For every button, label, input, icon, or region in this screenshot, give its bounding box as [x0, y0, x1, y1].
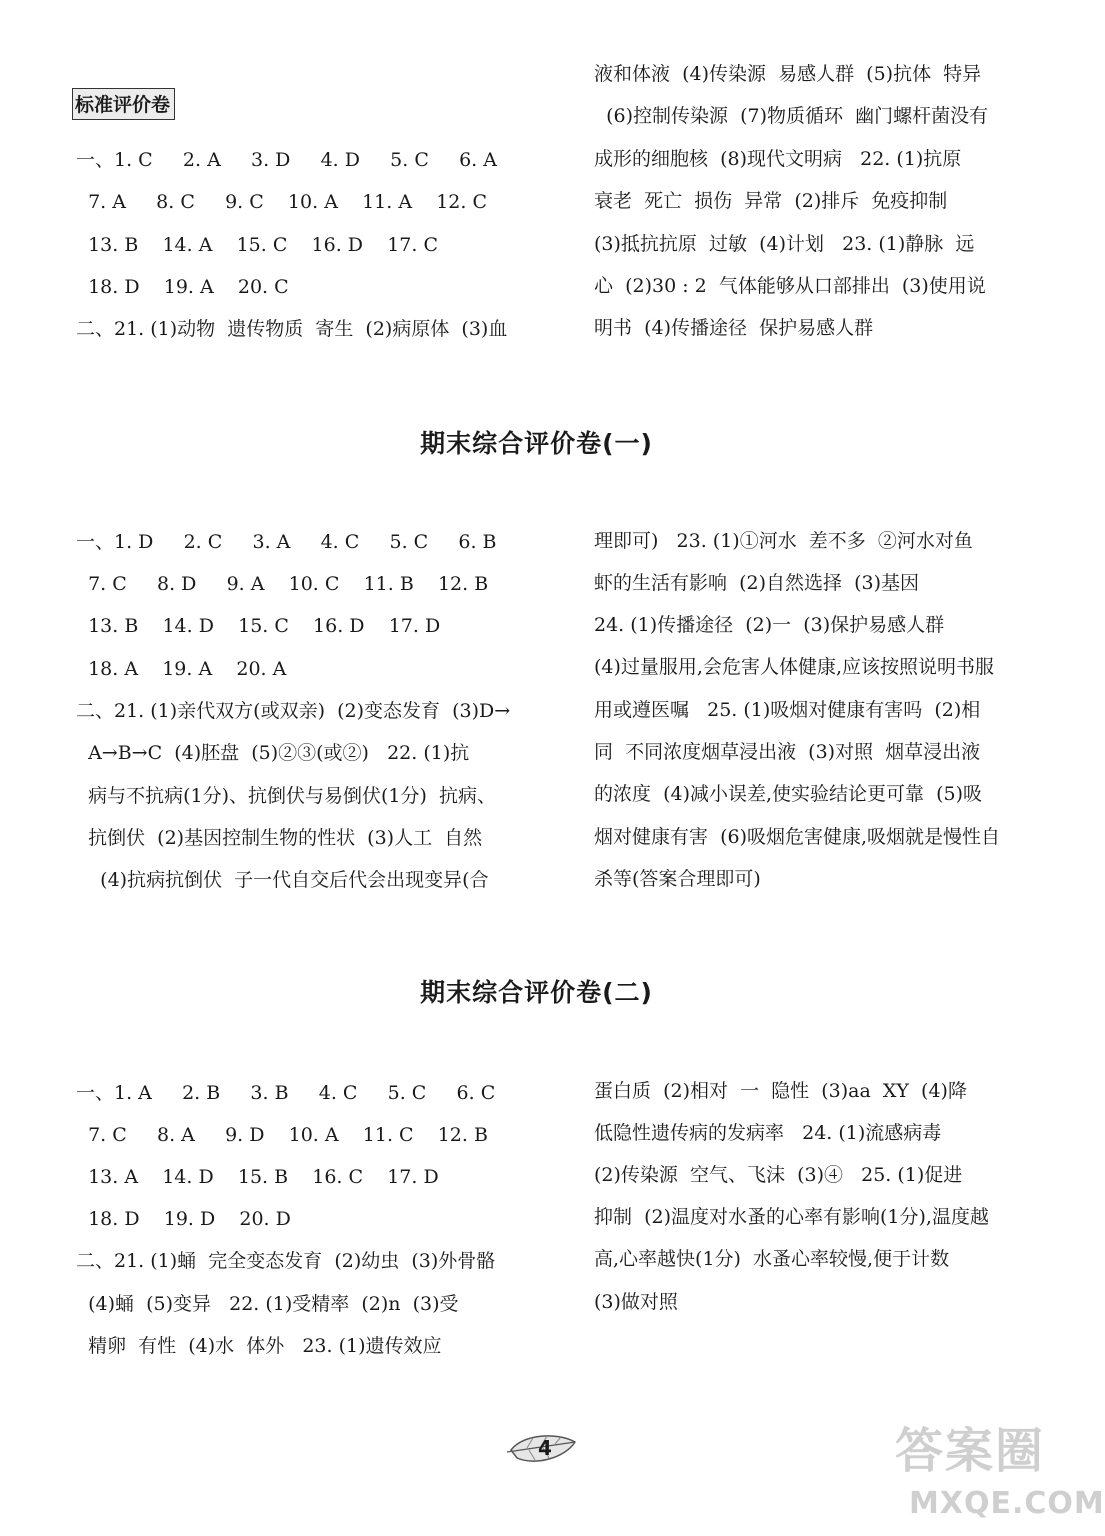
answer-line: 蛋白质 (2)相对 一 隐性 (3)aa XY (4)降 — [594, 1080, 967, 1102]
answer-line: 18. D 19. A 20. C — [76, 276, 289, 298]
watermark-logo-text: 答案圈 — [895, 1423, 1046, 1479]
watermark — [895, 1412, 1105, 1532]
answer-line: 抑制 (2)温度对水蚤的心率有影响(1分),温度越 — [594, 1206, 989, 1228]
answer-line: 明书 (4)传播途径 保护易感人群 — [594, 317, 874, 339]
answer-line: (4)过量服用,会危害人体健康,应该按照说明书服 — [594, 656, 994, 678]
answer-line: A→B→C (4)胚盘 (5)②③(或②) 22. (1)抗 — [76, 742, 470, 764]
answer-line: 13. B 14. D 15. C 16. D 17. D — [76, 615, 441, 637]
answer-line: (3)抵抗抗原 过敏 (4)计划 23. (1)静脉 远 — [594, 233, 975, 255]
answer-line: 13. A 14. D 15. B 16. C 17. D — [76, 1166, 439, 1188]
watermark-url: MXQE.COM — [909, 1486, 1105, 1521]
answer-line: 一、1. A 2. B 3. B 4. C 5. C 6. C — [76, 1082, 496, 1104]
answer-line: 衰老 死亡 损伤 异常 (2)排斥 免疫抑制 — [594, 190, 948, 212]
answer-line: 7. C 8. D 9. A 10. C 11. B 12. B — [76, 573, 489, 595]
answer-line: 二、21. (1)蛹 完全变态发育 (2)幼虫 (3)外骨骼 — [76, 1250, 496, 1272]
answer-line: 一、1. C 2. A 3. D 4. D 5. C 6. A — [76, 149, 497, 171]
answer-line: 抗倒伏 (2)基因控制生物的性状 (3)人工 自然 — [76, 827, 483, 849]
answer-line: 二、21. (1)动物 遗传物质 寄生 (2)病原体 (3)血 — [76, 318, 508, 340]
answer-line: 精卵 有性 (4)水 体外 23. (1)遗传效应 — [76, 1335, 442, 1357]
answer-line: 低隐性遗传病的发病率 24. (1)流感病毒 — [594, 1122, 942, 1144]
section2-title: 期末综合评价卷(二) — [420, 978, 653, 1007]
answer-line: 7. C 8. A 9. D 10. A 11. C 12. B — [76, 1124, 488, 1146]
answer-line: 液和体液 (4)传染源 易感人群 (5)抗体 特异 — [594, 63, 982, 85]
answer-line: (2)传染源 空气、飞沫 (3)④ 25. (1)促进 — [594, 1164, 963, 1186]
answer-line: 病与不抗病(1分)、抗倒伏与易倒伏(1分) 抗病、 — [76, 785, 496, 807]
answer-line: 13. B 14. A 15. C 16. D 17. C — [76, 234, 438, 256]
answer-line: 成形的细胞核 (8)现代文明病 22. (1)抗原 — [594, 148, 962, 170]
answer-line: 的浓度 (4)减小误差,使实验结论更可靠 (5)吸 — [594, 783, 983, 805]
page-number-badge — [505, 1428, 585, 1468]
page-number: 4 — [538, 1436, 552, 1460]
answer-line: 18. A 19. A 20. A — [76, 658, 287, 680]
section1-title: 期末综合评价卷(一) — [420, 429, 653, 458]
answer-line: 18. D 19. D 20. D — [76, 1208, 291, 1230]
answer-line: 二、21. (1)亲代双方(或双亲) (2)变态发育 (3)D→ — [76, 700, 511, 722]
answer-line: (3)做对照 — [594, 1291, 678, 1313]
answer-line: (6)控制传染源 (7)物质循环 幽门螺杆菌没有 — [594, 105, 989, 127]
answer-line: 理即可) 23. (1)①河水 差不多 ②河水对鱼 — [594, 530, 973, 552]
answer-line: 高,心率越快(1分) 水蚤心率较慢,便于计数 — [594, 1248, 950, 1270]
answer-line: 杀等(答案合理即可) — [594, 868, 761, 890]
answer-line: 一、1. D 2. C 3. A 4. C 5. C 6. B — [76, 531, 497, 553]
answer-line: 用或遵医嘱 25. (1)吸烟对健康有害吗 (2)相 — [594, 699, 981, 721]
answer-line: 24. (1)传播途径 (2)一 (3)保护易感人群 — [594, 614, 945, 636]
answer-line: 7. A 8. C 9. C 10. A 11. A 12. C — [76, 191, 487, 213]
answer-line: 烟对健康有害 (6)吸烟危害健康,吸烟就是慢性自 — [594, 826, 1001, 848]
answer-line: (4)蛹 (5)变异 22. (1)受精率 (2)n (3)受 — [76, 1293, 459, 1315]
answer-line: 虾的生活有影响 (2)自然选择 (3)基因 — [594, 572, 919, 594]
answer-line: 心 (2)30 : 2 气体能够从口部排出 (3)使用说 — [594, 275, 986, 297]
answer-line: 同 不同浓度烟草浸出液 (3)对照 烟草浸出液 — [594, 741, 981, 763]
answer-line: (4)抗病抗倒伏 子一代自交后代会出现变异(合 — [76, 869, 489, 891]
section-tag: 标准评价卷 — [72, 88, 175, 120]
